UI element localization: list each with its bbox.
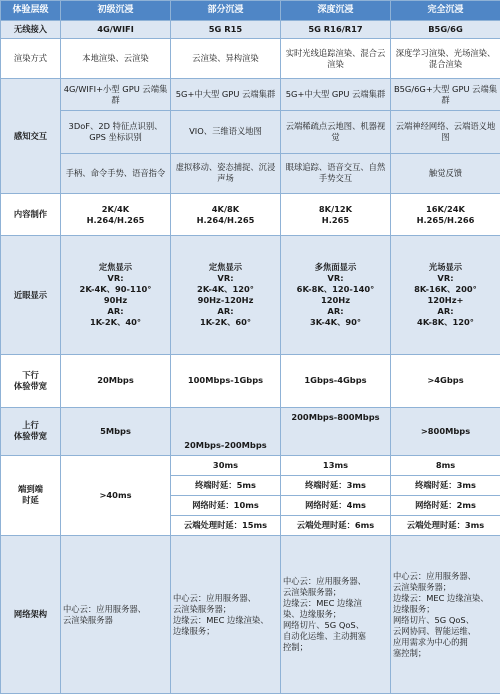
cell: 本地渲染、云渲染 <box>61 39 171 79</box>
row-label-perception: 感知交互 <box>1 79 61 193</box>
cell-line: 1K-2K、60° <box>199 317 252 328</box>
cell: 虚拟移动、姿态捕捉、沉浸声场 <box>171 153 281 193</box>
cell: 终端时延：3ms <box>391 475 500 495</box>
row-label-uplink <box>1 407 61 455</box>
cell <box>171 236 281 355</box>
cell-line: 云渲染服务器； <box>173 603 232 614</box>
cell <box>391 193 500 235</box>
cell-line: AR: <box>437 306 454 317</box>
cell <box>281 236 391 355</box>
cell-line: 自动化运维、主动拥塞 <box>283 631 366 641</box>
row-uplink <box>1 407 500 455</box>
cell <box>281 193 391 235</box>
cell <box>171 193 281 235</box>
cell: 深度学习渲染、光场渲染、混合渲染 <box>391 39 500 79</box>
cell <box>171 536 281 694</box>
cell-line: 6K-8K、120-140° <box>296 284 375 295</box>
label-line: 体验带宽 <box>13 431 48 442</box>
row-content <box>1 193 500 235</box>
cell-line: AR: <box>107 306 124 317</box>
cell <box>281 536 391 694</box>
cell-line: 光场显示 <box>428 262 463 273</box>
cell-line: 4K/8K <box>211 203 240 214</box>
cell: 5G+中大型 GPU 云端集群 <box>281 79 391 111</box>
cell: B5G/6G <box>391 21 500 39</box>
cell-line: 中心云：应用服务器、 <box>173 592 256 603</box>
cell-line: H.265 <box>321 214 350 225</box>
cell-line: 定焦显示 <box>98 262 133 273</box>
cell-line: 网络切片、5G QoS、 <box>393 614 475 625</box>
cell-line: 中心云：应用服务器、 <box>283 576 366 586</box>
cell-line: 4K-8K、120° <box>417 317 474 328</box>
cell <box>391 536 500 694</box>
header-basic: 初级沉浸 <box>61 1 171 21</box>
cell-line: H.264/H.265 <box>196 214 255 225</box>
cell: >800Mbps <box>391 407 500 455</box>
row-network-arch <box>1 536 500 694</box>
row-label-latency <box>1 455 61 536</box>
cell-line: 多焦面显示 <box>314 262 357 273</box>
row-label-neareye: 近眼显示 <box>1 236 61 355</box>
header-level: 体验层级 <box>1 1 61 21</box>
cell: 云端稀疏点云地图、机器视觉 <box>281 111 391 153</box>
label-line: 时延 <box>22 495 39 506</box>
cell-line: 云渲染服务器； <box>283 587 342 597</box>
row-label-downlink <box>1 354 61 407</box>
label-line: 端到端 <box>18 484 43 495</box>
row-label-wireless: 无线接入 <box>1 21 61 39</box>
cell-line: 120Hz+ <box>427 295 464 306</box>
header-deep: 深度沉浸 <box>281 1 391 21</box>
header-row <box>1 1 500 21</box>
cell: 20Mbps <box>61 354 171 407</box>
cell <box>391 236 500 355</box>
cell-line: 90Hz <box>103 295 128 306</box>
cell-line: 16K/24K <box>426 203 465 214</box>
cell: 触觉反馈 <box>391 153 500 193</box>
cell: 4G/WIFI+小型 GPU 云端集群 <box>61 79 171 111</box>
cell-line: 控制； <box>283 642 308 652</box>
cell-line: VR: <box>217 273 234 284</box>
row-neareye <box>1 236 500 355</box>
cell-line: 8K/12K <box>318 203 353 214</box>
cell-line: 定焦显示 <box>208 262 243 273</box>
label-line: 下行 <box>22 369 39 380</box>
cell-line: AR: <box>217 306 234 317</box>
cell-line: VR: <box>107 273 124 284</box>
cell: 30ms <box>171 455 281 475</box>
cell-line: 2K-4K、120° <box>197 284 254 295</box>
cell: 1Gbps-4Gbps <box>281 354 391 407</box>
cell-line: 网络切片、5G QoS、 <box>283 620 365 630</box>
cell-line: 云渲染服务器； <box>393 581 452 592</box>
row-label-network-arch: 网络架构 <box>1 536 61 694</box>
cell-line: 边缘云：MEC 边缘渲 <box>283 598 362 608</box>
row-label-render: 渲染方式 <box>1 39 61 79</box>
cell: 眼球追踪、语音交互、自然手势交互 <box>281 153 391 193</box>
cell: 5Mbps <box>61 407 171 455</box>
cell-line: 中心云：应用服务器、 <box>63 603 146 614</box>
cell: 云端神经网络、云端语义地图 <box>391 111 500 153</box>
cell-line: 边缘云：MEC 边缘渲染、 <box>393 592 489 603</box>
cell: 200Mbps-800Mbps <box>281 407 391 455</box>
cell: B5G/6G+大型 GPU 云端集群 <box>391 79 500 111</box>
row-latency-total <box>1 455 500 475</box>
row-perception-3 <box>1 153 500 193</box>
row-downlink <box>1 354 500 407</box>
cell-line: 2K-4K、90-110° <box>79 284 152 295</box>
cell-line: H.264/H.265 <box>86 214 145 225</box>
cell-line: 1K-2K、40° <box>89 317 142 328</box>
cell: 5G R16/R17 <box>281 21 391 39</box>
header-full: 完全沉浸 <box>391 1 500 21</box>
row-perception-1 <box>1 79 500 111</box>
row-perception-2 <box>1 111 500 153</box>
cell-line: 边缘服务； <box>173 625 215 636</box>
cell: 8ms <box>391 455 500 475</box>
cell: 5G+中大型 GPU 云端集群 <box>171 79 281 111</box>
cell: 实时光线追踪渲染、混合云渲染 <box>281 39 391 79</box>
cell-line: 3K-4K、90° <box>309 317 362 328</box>
cell: 云端处理时延：6ms <box>281 515 391 535</box>
cell-line: 塞控制； <box>393 647 427 658</box>
cell: 网络时延：4ms <box>281 495 391 515</box>
cell: >40ms <box>61 455 171 536</box>
cell: 云渲染、异构渲染 <box>171 39 281 79</box>
cell-line: 8K-16K、200° <box>414 284 477 295</box>
label-line: 体验带宽 <box>13 380 48 391</box>
cell-line: 染、边缘服务； <box>283 609 342 619</box>
cell: 13ms <box>281 455 391 475</box>
row-wireless <box>1 21 500 39</box>
cell-line: 云网协同、智能运维、 <box>393 625 476 636</box>
cell-line: 2K/4K <box>101 203 130 214</box>
cell-line: AR: <box>327 306 344 317</box>
cell-line: 120Hz <box>320 295 351 306</box>
cell-line: 中心云：应用服务器、 <box>393 570 476 581</box>
cell-line: 90Hz-120Hz <box>197 295 254 306</box>
label-line: 上行 <box>22 420 39 431</box>
cell-line: VR: <box>437 273 454 284</box>
cell: 网络时延：2ms <box>391 495 500 515</box>
cell: 5G R15 <box>171 21 281 39</box>
cell: 终端时延：3ms <box>281 475 391 495</box>
cell: 3DoF、2D 特征点识别、GPS 坐标识别 <box>61 111 171 153</box>
cell: >4Gbps <box>391 354 500 407</box>
cell: 20Mbps-200Mbps <box>171 407 281 455</box>
cell-line: 边缘服务； <box>393 603 435 614</box>
header-partial: 部分沉浸 <box>171 1 281 21</box>
cell: 手柄、命令手势、语音指令 <box>61 153 171 193</box>
row-render <box>1 39 500 79</box>
row-label-content: 内容制作 <box>1 193 61 235</box>
cell-line: H.265/H.266 <box>416 214 475 225</box>
cell <box>61 193 171 235</box>
cell: 4G/WIFI <box>61 21 171 39</box>
cell: 云端处理时延：3ms <box>391 515 500 535</box>
cell-line: 应用需求为中心的拥 <box>393 636 468 647</box>
cell: 网络时延：10ms <box>171 495 281 515</box>
cell-line: 边缘云：MEC 边缘渲染、 <box>173 614 269 625</box>
cell <box>61 536 171 694</box>
cell: 终端时延：5ms <box>171 475 281 495</box>
cell: VIO、三维语义地图 <box>171 111 281 153</box>
cell: 100Mbps-1Gbps <box>171 354 281 407</box>
cell-line: 云渲染服务器 <box>63 614 113 625</box>
cell-line: VR: <box>327 273 344 284</box>
cell: 云端处理时延：15ms <box>171 515 281 535</box>
cell <box>61 236 171 355</box>
